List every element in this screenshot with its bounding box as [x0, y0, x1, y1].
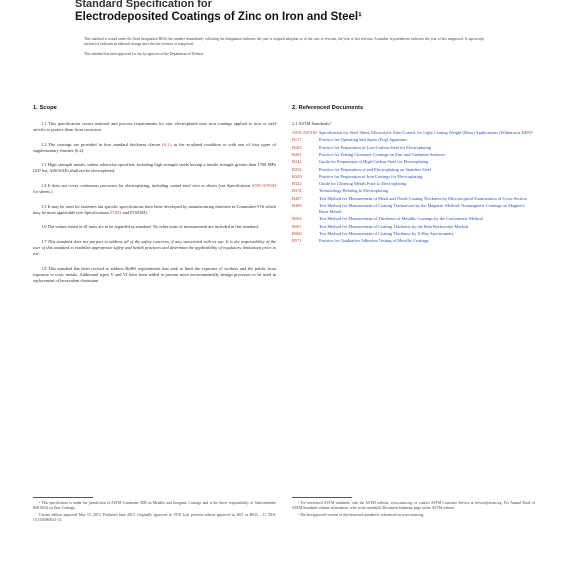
reference-code-link[interactable]: B201 [292, 151, 302, 157]
reference-code-link[interactable]: B499 [292, 202, 302, 208]
left-column [33, 104, 276, 293]
astm-standards-heading: 2.1 ASTM Standards:² [292, 121, 332, 126]
reference-item[interactable] [292, 152, 535, 158]
footnote-historical: ³ The last approved version of this historical standard is referenced on www.astm.org. [298, 513, 425, 517]
paragraph-text: 1.7 This standard does not purport to address all of the safety concerns, if any, associated with its use. It is the responsibility of the user of this standard to establish appropriate safety and health practices and determine the applicability of regulatory limitations prior to use. [33, 239, 276, 257]
scope-paragraph [33, 162, 276, 174]
document-header [75, 0, 515, 24]
paragraph-text: 1.4 It does not cover continuous processes for electroplating, including coated steel wire or sheets (see Specification [41, 183, 252, 189]
footnote-astm-website: ² For referenced ASTM standards, visit the ASTM website, www.astm.org, or contact ASTM Customer Service at service@astm.org. For Annual Book of ASTM Standards volume information, refer to the standard's Document Summary page on the ASTM website. [292, 501, 535, 510]
cross-reference-link[interactable]: (6.1) [162, 141, 171, 147]
dod-approval-note: This standard has been approved for use by agencies of the Department of Defense. [84, 52, 205, 57]
paragraph-text: 1.3 High strength metals, unless otherwise specified, including high strength steels having a tensile strength greater than 1700 MPa (247 ksi, AISI/SAE) shall not be electroplated. [33, 162, 276, 174]
reference-title-link[interactable]: Practice for Testing Chromate Coatings on Zinc and Cadmium Surfaces [319, 151, 446, 157]
standard-label: Standard Specification for [75, 0, 212, 10]
reference-title-link[interactable]: Test Method for Measurement of Metal and Oxide Coating Thickness by Microscopical Examination of Cross Section [319, 195, 527, 201]
reference-code-link[interactable]: B254 [292, 166, 302, 172]
paragraph-text: 1.5 It may be used for fasteners but specific specifications have been developed by manufacturing fasteners in Committee F16 which may be more applicable (see Specifications [33, 203, 276, 215]
paragraph-text: 1.8 This standard has been revised to address RoHS requirements that seek to limit the exposure of workers and the public from exposure to toxic metals. Additional types V and VI have been added to present more environmentally benign processes to be used in replacement of hexavalent chromium. [33, 265, 276, 283]
reference-item[interactable] [292, 145, 535, 151]
reference-title-link[interactable]: Test Method for Measurement of Coating Thickness by the Beta Backscatter Method [319, 223, 469, 229]
footnote-edition: Current edition approved May 15, 2013. Published June 2013. Originally approved in 1978. Last previous edition approved in 2011 as B633 – 11. DOI: 10.1520/B0633-13. [33, 513, 276, 522]
footnote-rule [292, 497, 352, 498]
reference-item[interactable] [292, 174, 535, 180]
scope-paragraph [33, 121, 276, 133]
scope-paragraph [33, 266, 276, 284]
reference-code-link[interactable]: B322 [292, 181, 302, 187]
reference-item[interactable] [292, 137, 535, 143]
designation-paragraph: This standard is issued under the fixed designation B633; the number immediately following the designation indicates the year of original adoption or, in the case of revision, the year of last revision. A number in parentheses indicates the year of last reapproval. A superscript epsilon (ε) indicates an editorial change since the last revision or reapproval. [84, 37, 484, 47]
paragraph-text: 1.2 The coatings are provided in four standard thickness classes [41, 141, 163, 147]
reference-item[interactable] [292, 216, 535, 222]
reference-item[interactable] [292, 159, 535, 165]
reference-item[interactable] [292, 231, 535, 237]
cross-reference-link[interactable]: F1941 [110, 209, 122, 215]
scope-paragraph [33, 183, 276, 195]
scope-paragraphs [33, 121, 276, 284]
reference-title-link[interactable]: Practice for Preparation of Low-Carbon Steel for Electroplating [319, 144, 432, 150]
reference-title-link[interactable]: Terminology Relating to Electroplating [319, 188, 389, 194]
footnotes-left [33, 497, 276, 525]
reference-item[interactable] [292, 188, 535, 194]
reference-title-link[interactable]: Specification for Steel Sheet, Electrolytic Zinc-Coated, for Light Coating Weight (Mass) Applications (Withdrawn 2005)³ [319, 130, 533, 136]
reference-code-link[interactable]: B242 [292, 159, 302, 165]
reference-item[interactable] [292, 181, 535, 187]
right-column [292, 104, 535, 245]
reference-title-link[interactable]: Test Method for Measurement of Thickness of Metallic Coatings by the Coulometric Method [319, 216, 483, 222]
reference-title-link[interactable]: Practice for Operating Salt Spray (Fog) Apparatus [319, 137, 408, 143]
document-title: Electrodeposited Coatings of Zinc on Iron and Steel¹ [75, 11, 362, 23]
reference-code-link[interactable]: B487 [292, 195, 302, 201]
paragraph-text: for sheets.) [33, 189, 53, 195]
reference-code-link[interactable]: B374 [292, 188, 302, 194]
reference-code-link[interactable]: B571 [292, 238, 302, 244]
reference-title-link[interactable]: Practice for Qualitative Adhesion Testing of Metallic Coatings [319, 238, 429, 244]
referenced-documents-list [292, 130, 535, 244]
reference-item[interactable] [292, 238, 535, 244]
reference-title-link[interactable]: Practice for Preparation of and Electroplating on Stainless Steel [319, 166, 431, 172]
scope-paragraph [33, 204, 276, 216]
cross-reference-link[interactable]: A591/A591M [251, 183, 276, 189]
reference-code-link[interactable]: B504 [292, 216, 302, 222]
footnote-rule [33, 497, 93, 498]
paragraph-text: and F1941M). [121, 209, 148, 215]
reference-title-link[interactable]: Guide for Cleaning Metals Prior to Electroplating [319, 181, 407, 187]
reference-code-link[interactable]: B183 [292, 144, 302, 150]
reference-item[interactable] [292, 130, 535, 136]
section-title-scope: 1. Scope [33, 105, 57, 111]
paragraph-text: , in the as-plated condition or with one of four types of supplementary finishes (6.2). [33, 141, 276, 153]
reference-item[interactable] [292, 196, 535, 202]
section-title-referenced-documents: 2. Referenced Documents [292, 105, 364, 111]
reference-code-link[interactable]: B117 [292, 137, 302, 143]
reference-title-link[interactable]: Practice for Preparation of Iron Castings for Electroplating [319, 173, 423, 179]
scope-paragraph [33, 224, 276, 230]
reference-title-link[interactable]: Guide for Preparation of High-Carbon Steel for Electroplating [319, 159, 429, 165]
scope-paragraph [33, 142, 276, 154]
footnote-jurisdiction: ¹ This specification is under the jurisdiction of ASTM Committee B08 on Metallic and Inorganic Coatings and is the direct responsibility of Subcommittee B08.08.02 on Zinc Coatings. [33, 501, 276, 510]
paragraph-text: 1.6 The values stated in SI units are to be regarded as standard. No other units of measurement are included in this standard. [41, 224, 259, 230]
footnotes-right [292, 497, 535, 520]
reference-item[interactable] [292, 224, 535, 230]
reference-title-link[interactable]: Test Method for Measurement of Coating Thicknesses by the Magnetic Method: Nonmagnetic Coatings on Magnetic Basis Metals [319, 202, 525, 214]
reference-code-link[interactable]: B320 [292, 173, 302, 179]
reference-code-link[interactable]: B568 [292, 230, 302, 236]
paragraph-text: 1.1 This specification covers material and process requirements for zinc electroplated onto iron coatings applied to iron or steel articles to protect them from corrosion. [33, 121, 276, 133]
reference-code-link[interactable]: B567 [292, 223, 302, 229]
reference-title-link[interactable]: Test Method for Measurement of Coating Thickness by X-Ray Spectrometry [319, 230, 454, 236]
reference-item[interactable] [292, 167, 535, 173]
scope-paragraph [33, 239, 276, 257]
reference-code-link[interactable]: A591/A591M [292, 130, 317, 136]
reference-item[interactable] [292, 203, 535, 215]
designation-note [84, 37, 484, 63]
